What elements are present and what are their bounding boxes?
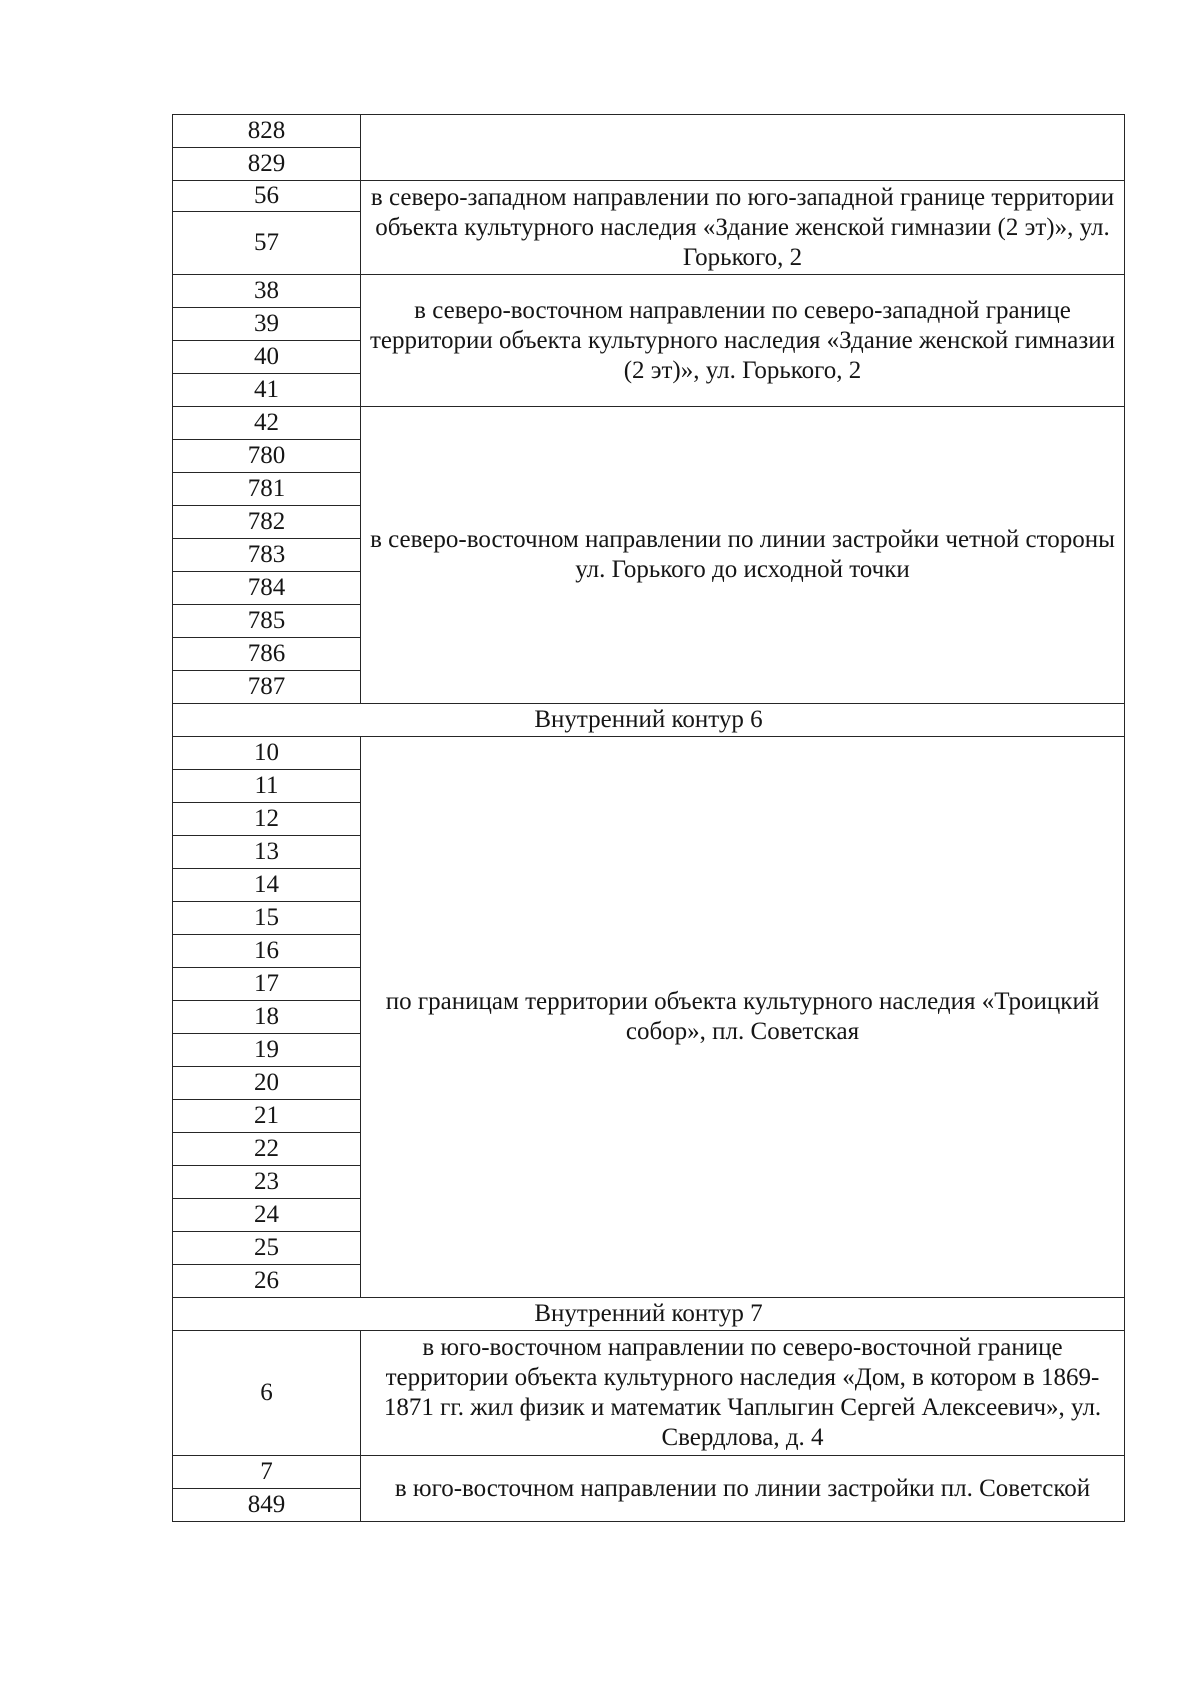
point-number: 22 bbox=[173, 1133, 361, 1166]
point-number: 23 bbox=[173, 1166, 361, 1199]
point-number: 10 bbox=[173, 737, 361, 770]
point-number: 780 bbox=[173, 440, 361, 473]
point-number: 24 bbox=[173, 1199, 361, 1232]
point-number: 785 bbox=[173, 605, 361, 638]
point-number: 39 bbox=[173, 308, 361, 341]
boundary-table bbox=[172, 114, 1125, 1522]
point-number: 782 bbox=[173, 506, 361, 539]
point-number: 12 bbox=[173, 803, 361, 836]
table-row bbox=[173, 1331, 1125, 1456]
point-number: 40 bbox=[173, 341, 361, 374]
table-row bbox=[173, 275, 1125, 308]
point-number: 26 bbox=[173, 1265, 361, 1298]
route-description: в юго-восточном направлении по северо-восточной границе территории объекта культурного наследия «Дом, в котором в 1869-1871 гг. жил физик и математик Чаплыгин Сергей Алексеевич», ул. Свердлова, д. 4 bbox=[361, 1331, 1125, 1456]
route-description: в северо-восточном направлении по линии застройки четной стороны ул. Горького до исходной точки bbox=[361, 407, 1125, 704]
point-number: 783 bbox=[173, 539, 361, 572]
point-number: 13 bbox=[173, 836, 361, 869]
table-row bbox=[173, 737, 1125, 770]
point-number: 57 bbox=[173, 212, 361, 275]
route-description: в северо-западном направлении по юго-западной границе территории объекта культурного наследия «Здание женской гимназии (2 эт)», ул. Горького, 2 bbox=[361, 181, 1125, 275]
point-number: 787 bbox=[173, 671, 361, 704]
point-number: 786 bbox=[173, 638, 361, 671]
section-title: Внутренний контур 7 bbox=[173, 1298, 1125, 1331]
point-number: 38 bbox=[173, 275, 361, 308]
section-row bbox=[173, 1298, 1125, 1331]
route-description bbox=[361, 115, 1125, 181]
point-number: 42 bbox=[173, 407, 361, 440]
point-number: 11 bbox=[173, 770, 361, 803]
point-number: 17 bbox=[173, 968, 361, 1001]
point-number: 14 bbox=[173, 869, 361, 902]
point-number: 7 bbox=[173, 1456, 361, 1489]
point-number: 20 bbox=[173, 1067, 361, 1100]
route-description: в северо-восточном направлении по северо-западной границе территории объекта культурного наследия «Здание женской гимназии (2 эт)», ул. Горького, 2 bbox=[361, 275, 1125, 407]
point-number: 6 bbox=[173, 1331, 361, 1456]
table-row bbox=[173, 115, 1125, 148]
point-number: 781 bbox=[173, 473, 361, 506]
point-number: 829 bbox=[173, 148, 361, 181]
route-description: по границам территории объекта культурного наследия «Троицкий собор», пл. Советская bbox=[361, 737, 1125, 1298]
point-number: 828 bbox=[173, 115, 361, 148]
point-number: 18 bbox=[173, 1001, 361, 1034]
point-number: 15 bbox=[173, 902, 361, 935]
point-number: 19 bbox=[173, 1034, 361, 1067]
point-number: 41 bbox=[173, 374, 361, 407]
point-number: 784 bbox=[173, 572, 361, 605]
point-number: 16 bbox=[173, 935, 361, 968]
table-row bbox=[173, 181, 1125, 212]
table-row bbox=[173, 1456, 1125, 1489]
point-number: 25 bbox=[173, 1232, 361, 1265]
section-title: Внутренний контур 6 bbox=[173, 704, 1125, 737]
point-number: 849 bbox=[173, 1489, 361, 1522]
point-number: 56 bbox=[173, 181, 361, 212]
section-row bbox=[173, 704, 1125, 737]
route-description: в юго-восточном направлении по линии застройки пл. Советской bbox=[361, 1456, 1125, 1522]
point-number: 21 bbox=[173, 1100, 361, 1133]
table-row bbox=[173, 407, 1125, 440]
